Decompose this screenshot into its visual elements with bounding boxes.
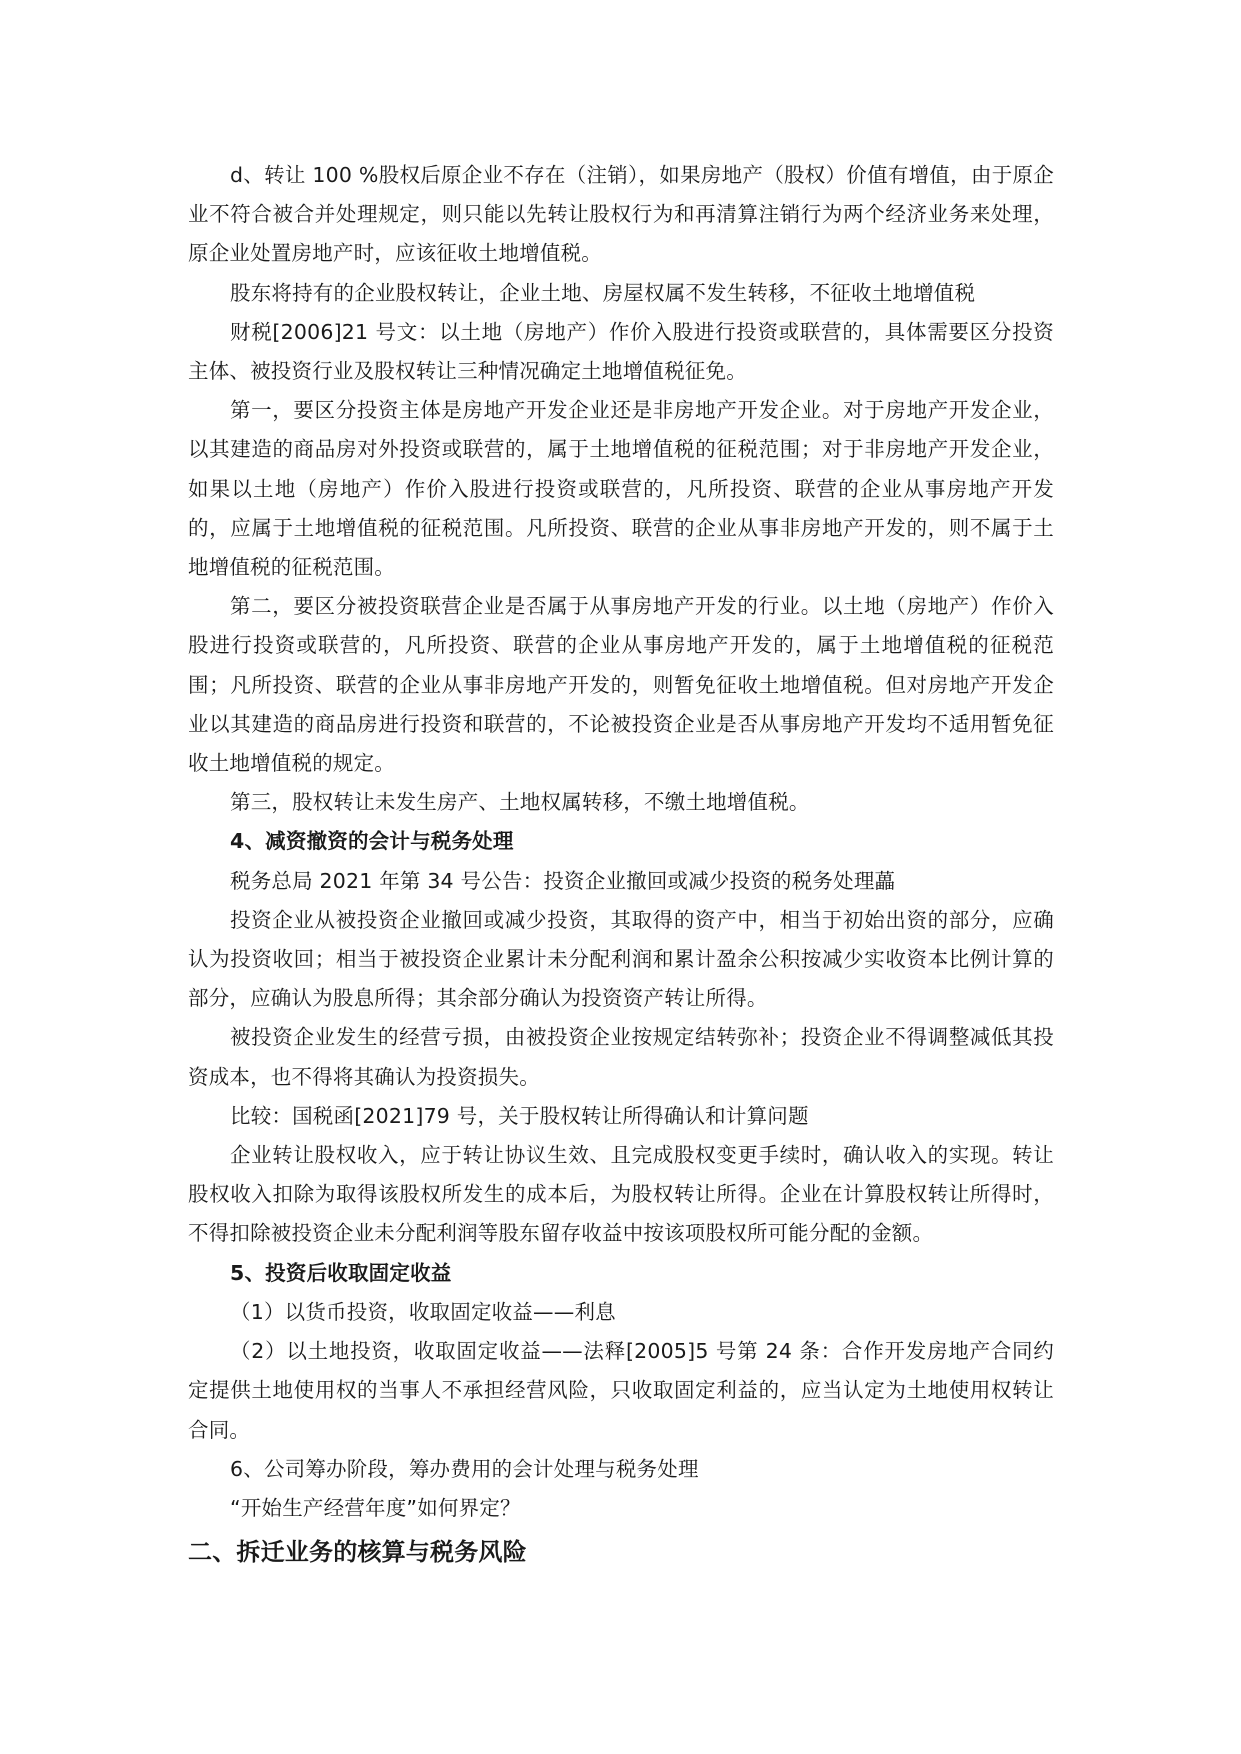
- paragraph-third-point: 第三，股权转让未发生房产、土地权属转移，不缴土地增值税。: [230, 790, 810, 815]
- paragraph-caishui-2006-21: 财税[2006]21 号文：以土地（房地产）作价入股进行投资或联营的，具体需要区分投资主体、被投资行业及股权转让三种情况确定土地增值税征免。: [188, 319, 1054, 384]
- paragraph-comparison-79: 比较：国税函[2021]79 号，关于股权转让所得确认和计算问题: [230, 1103, 809, 1128]
- paragraph-operating-loss: 被投资企业发生的经营亏损，由被投资企业按规定结转弥补；投资企业不得调整减低其投资成本，也不得将其确认为投资损失。: [188, 1025, 1054, 1089]
- paragraph-shareholder-transfer: 股东将持有的企业股权转让，企业土地、房屋权属不发生转移，不征收土地增值税: [230, 280, 976, 305]
- paragraph-production-year: “开始生产经营年度”如何界定？: [230, 1495, 521, 1520]
- paragraph-equity-income: 企业转让股权收入，应于转让协议生效、且完成股权变更手续时，确认收入的实现。转让股权收入扣除为取得该股权所发生的成本后，为股权转让所得。企业在计算股权转让所得时，不得扣除被投资企业未分配利润等股东留存收益中按该项股权所可能分配的金额。: [188, 1143, 1054, 1246]
- document-page: [188, 156, 1054, 1574]
- paragraph-preparation-stage: 6、公司筹办阶段，筹办费用的会计处理与税务处理: [230, 1456, 699, 1481]
- paragraph-withdraw-investment: 投资企业从被投资企业撤回或减少投资，其取得的资产中，相当于初始出资的部分，应确认为投资收回；相当于被投资企业累计未分配利润和累计盈余公积按减少实收资本比例计算的部分，应确认为股息所得；其余部分确认为投资资产转让所得。: [188, 907, 1054, 1011]
- paragraph-monetary-investment: （1）以货币投资，收取固定收益——利息: [230, 1299, 616, 1324]
- section-heading-4: 4、减资撤资的会计与税务处理: [230, 829, 514, 854]
- paragraph-land-investment: （2）以土地投资，收取固定收益——法释[2005]5 号第 24 条：合作开发房地产合同约定提供土地使用权的当事人不承担经营风险，只收取固定利益的，应当认定为土地使用权转让合同。: [188, 1339, 1054, 1442]
- paragraph-announcement-34: 税务总局 2021 年第 34 号公告：投资企业撤回或减少投资的税务处理藟: [230, 868, 896, 893]
- section-heading-5: 5、投资后收取固定收益: [230, 1260, 452, 1285]
- paragraph-equity-transfer-d: d、转让 100 %股权后原企业不存在（注销），如果房地产（股权）价值有增值，由于原企业不符合被合并处理规定，则只能以先转让股权行为和再清算注销行为两个经济业务来处理，原企业处置房地产时，应该征收土地增值税。: [188, 163, 1054, 266]
- paragraph-first-point: 第一，要区分投资主体是房地产开发企业还是非房地产开发企业。对于房地产开发企业，以其建造的商品房对外投资或联营的，属于土地增值税的征税范围；对于非房地产开发企业，如果以土地（房地产）作价入股进行投资或联营的，凡所投资、联营的企业从事房地产开发的，应属于土地增值税的征税范围。凡所投资、联营的企业从事非房地产开发的，则不属于土地增值税的征税范围。: [188, 398, 1054, 580]
- chapter-heading-2: 二、拆迁业务的核算与税务风险: [188, 1538, 527, 1567]
- paragraph-second-point: 第二，要区分被投资联营企业是否属于从事房地产开发的行业。以土地（房地产）作价入股进行投资或联营的，凡所投资、联营的企业从事房地产开发的，属于土地增值税的征税范围；凡所投资、联营的企业从事非房地产开发的，则暂免征收土地增值税。但对房地产开发企业以其建造的商品房进行投资和联营的，不论被投资企业是否从事房地产开发均不适用暂免征收土地增值税的规定。: [188, 594, 1054, 776]
